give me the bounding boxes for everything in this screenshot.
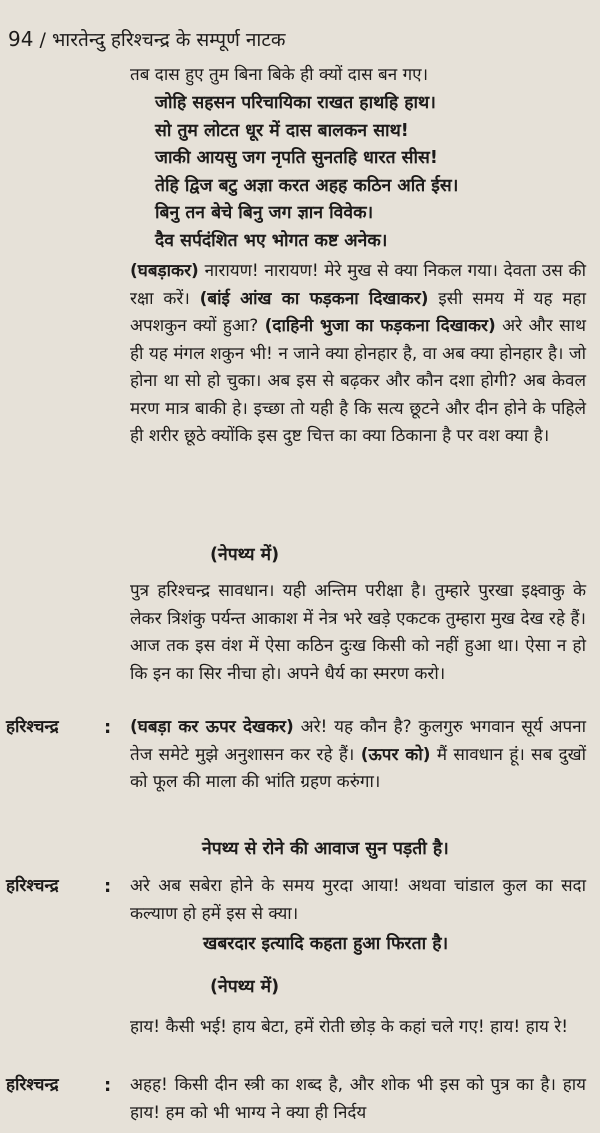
offstage-speech-block — [130, 578, 586, 688]
stage-direction-inline: (दाहिनी भुजा का फड़कना दिखाकर) — [264, 316, 496, 336]
verse-line: बिनु तन बेचे बिनु जग ज्ञान विवेक। — [155, 203, 374, 223]
dialogue-text: अरे! यह कौन है? कुलगुरु भगवान सूर्य अपना तेज समेटे मुझे अनुशासन कर रहे हैं। — [130, 717, 586, 765]
speech-block — [130, 714, 586, 797]
verse-line: जोहि सहसन परिचायिका राखत हाथहि हाथ। — [155, 93, 436, 113]
speaker-name: हरिश्चन्द्र — [6, 876, 59, 896]
monologue-block — [130, 258, 586, 451]
dialogue-text: नारायण! नारायण! मेरे मुख से क्या निकल गया। देवता उस की रक्षा करें। — [130, 261, 586, 309]
stage-direction-inline: (ऊपर को) — [360, 744, 431, 765]
offstage-heading: (नेपथ्य में) — [210, 545, 280, 565]
page-number: 94 — [8, 27, 34, 51]
header-separator: / — [39, 29, 46, 51]
dialogue-text: मैं सावधान हूं। सब दुखों को फूल की माला की भांति ग्रहण करुंगा। — [130, 744, 586, 792]
stage-direction-inline: (घबड़ाकर) — [130, 261, 199, 281]
offstage-speech: हाय! कैसी भई! हाय बेटा, हमें रोती छोड़ के कहां चले गए! हाय! हाय रे! — [130, 1017, 569, 1037]
verse-line: सो तुम लोटत धूर में दास बालकन साथ! — [155, 121, 409, 141]
offstage-speech: पुत्र हरिश्चन्द्र सावधान। यही अन्तिम परीक्षा है। तुम्हारे पुरखा इक्ष्वाकु के लेकर त्रिशंकु पर्यन्त आकाश में नेत्र भरे खड़े एकटक तुम्हारा मुख देख रहे हैं। आज तक इस वंश में ऐसा कठिन दुःख किसी को नहीं हुआ था। ऐसा न हो कि इन का सिर नीचा हो। अपने धैर्य का स्मरण करो। — [130, 581, 586, 684]
speech-block — [130, 1072, 586, 1127]
opening-line: तब दास हुए तुम बिना बिके ही क्यों दास बन गए। — [130, 65, 429, 85]
offstage-speech-block — [130, 1014, 586, 1042]
speaker-colon: : — [104, 1075, 112, 1096]
speech-paragraph: अहह! किसी दीन स्त्री का शब्द है, और शोक भी इस को पुत्र का है। हाय हाय! हम को भी भाग्य ने क्या ही निर्दय — [130, 1075, 586, 1123]
dialogue-text: अरे और साथ ही यह मंगल शकुन भी! न जाने क्या होनहार है, वा अब क्या होनहार है। जो होना था सो हो चुका। अब इस से बढ़कर और कौन दशा होगी? अब केवल मरण मात्र बाकी हे। इच्छा तो यही है कि सत्य छूटने और दीन होने के पहिले ही शरीर छूठे क्योंकि इस दुष्ट चित्त का क्या ठिकाना है पर वश क्या है। — [130, 316, 586, 446]
page-header — [8, 26, 286, 53]
verse-line: जाकी आयसु जग नृपति सुनतहि धारत सीस! — [155, 148, 438, 168]
monologue-paragraph — [130, 258, 586, 451]
opening-line-block — [130, 62, 586, 90]
stage-direction-inline: (बांई आंख का फड़कना दिखाकर) — [199, 288, 429, 309]
stage-direction-centered: नेपथ्य से रोने की आवाज सुन पड़ती है। — [202, 839, 449, 859]
stage-direction-inline: (घबड़ा कर ऊपर देखकर) — [130, 717, 294, 737]
speech-paragraph — [130, 714, 586, 797]
book-title: भारतेन्दु हरिश्चन्द्र के सम्पूर्ण नाटक — [51, 29, 286, 51]
speech-block — [130, 873, 586, 928]
verse-line: दैव सर्पदंशित भए भोगत कष्ट अनेक। — [155, 231, 388, 251]
speaker-colon: : — [104, 717, 112, 738]
dialogue-text: इसी समय में यह महा अपशकुन क्यों हुआ? — [130, 288, 586, 336]
speaker-name: हरिश्चन्द्र — [6, 1075, 59, 1095]
stage-direction-centered: खबरदार इत्यादि कहता हुआ फिरता है। — [203, 934, 449, 954]
speech-paragraph: अरे अब सबेरा होने के समय मुरदा आया! अथवा चांडाल कुल का सदा कल्याण हो हमें इस से क्या। — [130, 876, 586, 924]
verse-line: तेहि द्विज बटु अज्ञा करत अहह कठिन अति ईस। — [155, 176, 459, 196]
speaker-colon: : — [104, 876, 112, 897]
speaker-name: हरिश्चन्द्र — [6, 717, 59, 737]
offstage-heading: (नेपथ्य में) — [210, 977, 280, 997]
